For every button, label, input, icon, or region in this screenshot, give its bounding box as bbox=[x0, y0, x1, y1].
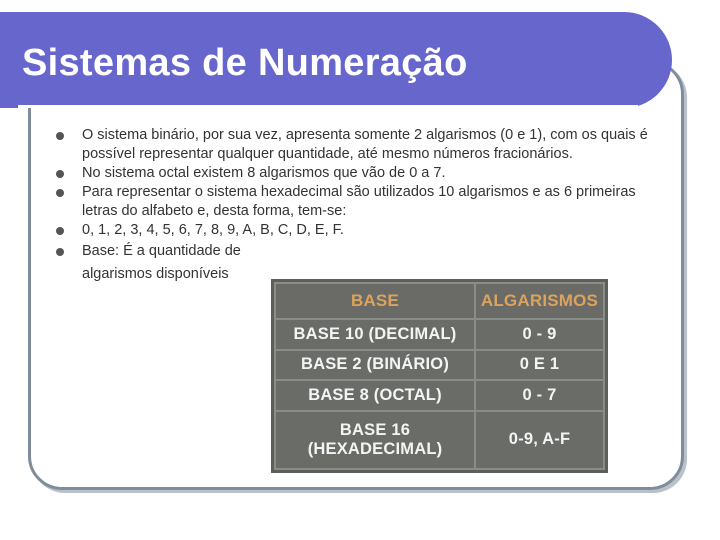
table-header-base: BASE bbox=[275, 283, 475, 319]
table-cell-base: BASE 16 (HEXADECIMAL) bbox=[275, 411, 475, 469]
bullet-text: Para representar o sistema hexadecimal são utilizados 10 algarismos e as 6 primeiras letras do alfabeto e, desta forma, tem-se: bbox=[82, 184, 636, 219]
bullet-item bbox=[56, 126, 666, 164]
bullet-text: 0, 1, 2, 3, 4, 5, 6, 7, 8, 9, A, B, C, D, E, F. bbox=[82, 222, 344, 238]
title-bar bbox=[0, 12, 672, 108]
title-underline bbox=[18, 105, 638, 108]
bullet-text: Base: É a quantidade de algarismos disponíveis bbox=[82, 243, 241, 282]
table-header-algarismos: ALGARISMOS bbox=[475, 283, 604, 319]
table-cell-base: BASE 8 (OCTAL) bbox=[275, 380, 475, 411]
bullet-dot-icon bbox=[56, 248, 64, 256]
bullet-dot-icon bbox=[56, 170, 64, 178]
bullet-dot-icon bbox=[56, 227, 64, 235]
table-cell-algarismos: 0-9, A-F bbox=[475, 411, 604, 469]
slide-title: Sistemas de Numeração bbox=[22, 42, 468, 84]
bullet-text: O sistema binário, por sua vez, apresenta somente 2 algarismos (0 e 1), com os quais é possível representar qualquer quantidade, até mesmo números fracionários. bbox=[82, 127, 648, 162]
base-table-image bbox=[271, 279, 608, 473]
bullet-item bbox=[56, 183, 666, 221]
table-cell-base: BASE 2 (BINÁRIO) bbox=[275, 350, 475, 381]
table-row bbox=[275, 350, 604, 381]
table-row bbox=[275, 319, 604, 350]
bullet-item bbox=[56, 164, 666, 183]
base-table bbox=[274, 282, 605, 470]
bullet-dot-icon bbox=[56, 189, 64, 197]
bullet-text: No sistema octal existem 8 algarismos que vão de 0 a 7. bbox=[82, 165, 446, 181]
table-header-row bbox=[275, 283, 604, 319]
table-cell-algarismos: 0 E 1 bbox=[475, 350, 604, 381]
bullet-dot-icon bbox=[56, 132, 64, 140]
table-cell-base: BASE 10 (DECIMAL) bbox=[275, 319, 475, 350]
bullet-item bbox=[56, 221, 666, 240]
table-cell-algarismos: 0 - 7 bbox=[475, 380, 604, 411]
bullet-list bbox=[56, 126, 666, 286]
table-row bbox=[275, 411, 604, 469]
table-cell-algarismos: 0 - 9 bbox=[475, 319, 604, 350]
table-row bbox=[275, 380, 604, 411]
